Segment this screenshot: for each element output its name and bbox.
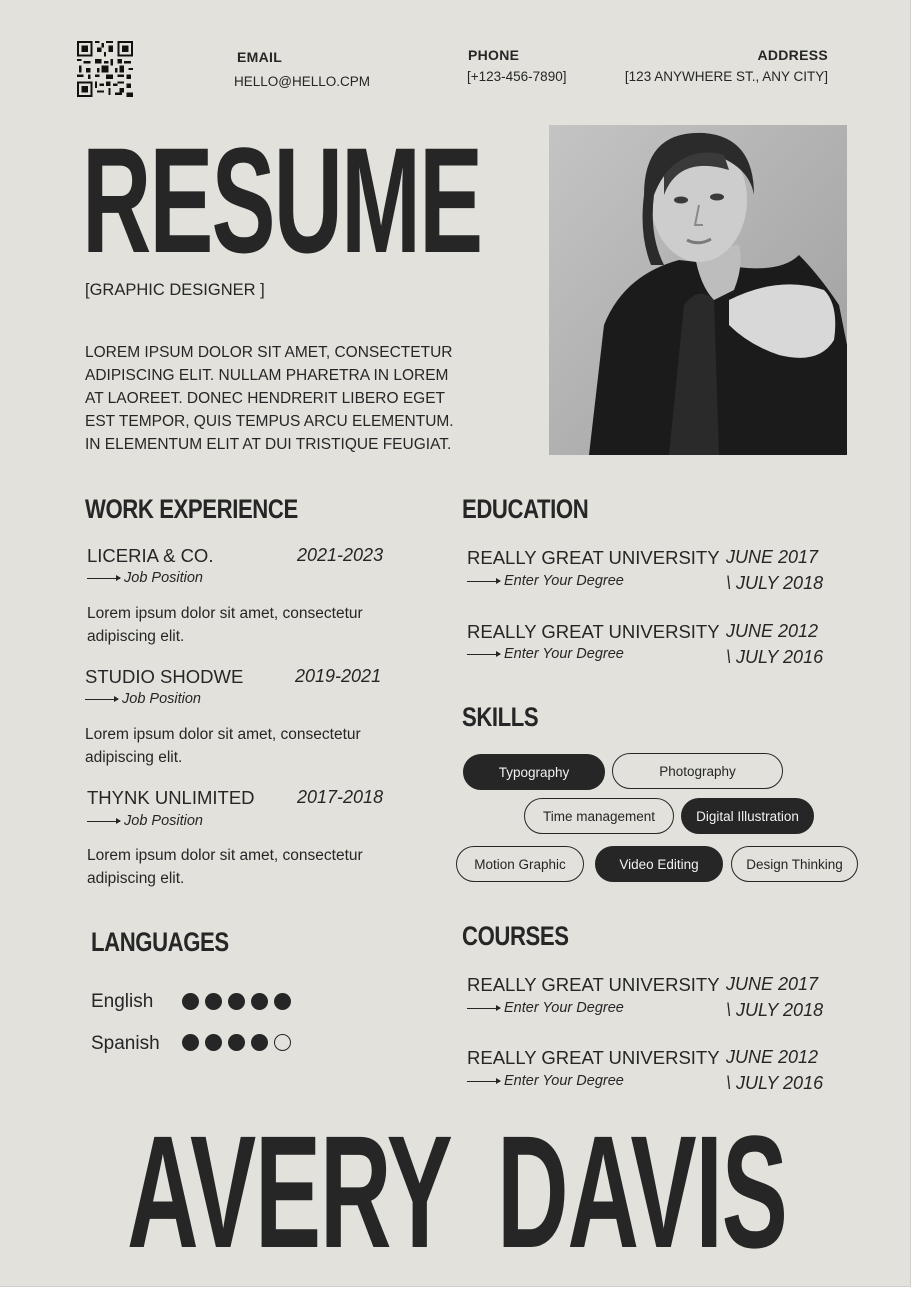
skills-heading: SKILLS [462,702,539,732]
skill-pill: Photography [612,753,783,789]
email-value: HELLO@HELLO.CPM [234,74,370,89]
last-name: DAVIS [497,1102,787,1281]
rating-dot-filled [228,993,245,1010]
language-rating [182,1034,291,1051]
education-heading: EDUCATION [462,494,589,524]
job-description: Lorem ipsum dolor sit amet, consectetur adipiscing elit. [87,605,363,645]
language-name: English [91,991,154,1012]
education-dates: JUNE 2017 \ JULY 2018 [726,547,824,593]
language-rating [182,993,291,1010]
arrow-right-icon [85,699,118,700]
job-dates: 2021-2023 [297,545,384,565]
profile-photo [549,125,847,455]
role-title: [GRAPHIC DESIGNER ] [85,281,265,299]
arrow-right-icon [87,821,120,822]
course-school: REALLY GREAT UNIVERSITY [467,974,720,995]
job-dates: 2017-2018 [297,787,384,807]
rating-dot-filled [251,993,268,1010]
work-heading: WORK EXPERIENCE [85,494,298,524]
qr-code-icon [77,41,133,97]
rating-dot-empty [274,1034,291,1051]
arrow-right-icon [467,1081,500,1082]
phone-label: PHONE [468,47,520,63]
intro-paragraph: LOREM IPSUM DOLOR SIT AMET, CONSECTETUR ADIPISCING ELIT. NULLAM PHARETRA IN LOREM AT LAOREET. DONEC HENDRERIT LIBERO EGET EST TEMPOR, QUIS TEMPUS ARCU ELEMENTUM. IN ELEMENTUM ELIT AT DUI TRISTIQUE FEUGIAT. [85,344,454,453]
arrow-right-icon [87,578,120,579]
address-value: [123 ANYWHERE ST., ANY CITY] [624,69,828,84]
arrow-right-icon [467,1008,500,1009]
address-label: ADDRESS [757,47,828,63]
course-degree: Enter Your Degree [467,1000,624,1016]
skill-pill: Design Thinking [731,846,858,882]
skill-pill: Typography [463,754,605,790]
job-company: LICERIA & CO. [87,545,214,566]
rating-dot-filled [205,993,222,1010]
rating-dot-filled [228,1034,245,1051]
course-degree: Enter Your Degree [467,1073,624,1089]
rating-dot-filled [205,1034,222,1051]
courses-heading: COURSES [462,921,569,951]
email-label: EMAIL [237,49,283,65]
job-description: Lorem ipsum dolor sit amet, consectetur adipiscing elit. [85,726,361,766]
skill-pill: Digital Illustration [681,798,814,834]
language-name: Spanish [91,1033,160,1054]
resume-title: RESUME [82,116,482,284]
course-dates: JUNE 2017 \ JULY 2018 [726,974,824,1020]
education-school: REALLY GREAT UNIVERSITY [467,547,720,568]
education-degree: Enter Your Degree [467,646,624,662]
phone-value: [+123-456-7890] [467,69,567,84]
job-company: STUDIO SHODWE [85,666,244,687]
skill-pill: Time management [524,798,674,834]
arrow-right-icon [467,581,500,582]
rating-dot-filled [182,993,199,1010]
rating-dot-filled [182,1034,199,1051]
education-dates: JUNE 2012 \ JULY 2016 [726,621,824,667]
course-dates: JUNE 2012 \ JULY 2016 [726,1047,824,1093]
job-position: Job Position [87,570,203,586]
job-description: Lorem ipsum dolor sit amet, consectetur adipiscing elit. [87,847,363,887]
arrow-right-icon [467,654,500,655]
job-position: Job Position [87,813,203,829]
job-company: THYNK UNLIMITED [87,787,255,808]
job-dates: 2019-2021 [295,666,382,686]
languages-heading: LANGUAGES [91,927,229,957]
education-degree: Enter Your Degree [467,573,624,589]
job-position: Job Position [85,691,201,707]
course-school: REALLY GREAT UNIVERSITY [467,1047,720,1068]
rating-dot-filled [251,1034,268,1051]
rating-dot-filled [274,993,291,1010]
education-school: REALLY GREAT UNIVERSITY [467,621,720,642]
first-name: AVERY [127,1102,452,1281]
skill-pill: Motion Graphic [456,846,584,882]
skill-pill: Video Editing [595,846,723,882]
